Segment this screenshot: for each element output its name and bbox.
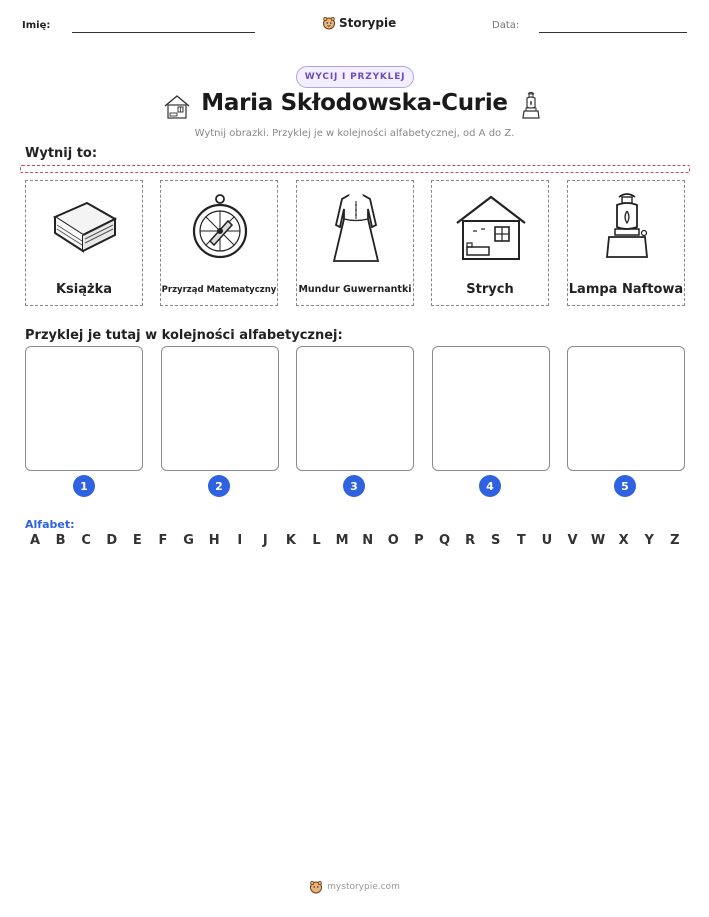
alphabet-letter: X — [618, 533, 629, 548]
date-line[interactable] — [539, 32, 687, 33]
alphabet-letter: V — [567, 533, 578, 548]
cut-card[interactable] — [567, 180, 685, 306]
alphabet-letter: M — [335, 533, 349, 548]
cut-card[interactable] — [296, 180, 414, 306]
name-line[interactable] — [72, 32, 255, 33]
alphabet-letter: B — [55, 533, 66, 548]
oil-lamp-icon — [518, 90, 544, 122]
worksheet-header — [22, 16, 687, 36]
brand — [322, 16, 396, 30]
paste-slot[interactable] — [567, 346, 685, 471]
dress-icon — [316, 189, 396, 269]
card-label: Lampa Naftowa — [568, 282, 684, 297]
slot-number: 1 — [73, 475, 95, 497]
cut-cards — [25, 180, 685, 306]
card-label: Książka — [55, 282, 113, 297]
alphabet-letter: C — [81, 533, 91, 548]
paste-slots — [25, 346, 685, 498]
paste-slot[interactable] — [432, 346, 550, 471]
card-label: Mundur Guwernantki — [298, 284, 412, 295]
alphabet-letter: L — [312, 533, 321, 548]
cut-card[interactable] — [431, 180, 549, 306]
title-row — [0, 90, 709, 124]
alphabet-letter: N — [362, 533, 374, 548]
alphabet-letter: Y — [644, 533, 654, 548]
card-label: Strych — [466, 282, 514, 297]
activity-badge: WYCIJ I PRZYKLEJ — [296, 66, 414, 88]
paste-slot[interactable] — [296, 346, 414, 471]
alphabet-letter: W — [590, 533, 606, 548]
cut-heading: Wytnij to: — [25, 146, 98, 161]
slot-number: 3 — [343, 475, 365, 497]
paste-heading: Przyklej je tutaj w kolejności alfabetycznej: — [25, 328, 343, 343]
card-label: Przyrząd Matematyczny — [161, 285, 277, 295]
alphabet-letter: Q — [438, 533, 451, 548]
slot-number: 5 — [614, 475, 636, 497]
storypie-logo-icon — [322, 16, 336, 30]
book-icon — [45, 189, 125, 269]
attic-house-icon — [451, 189, 531, 269]
alphabet-letter: P — [414, 533, 424, 548]
cut-card[interactable] — [25, 180, 143, 306]
brand-name: Storypie — [339, 16, 397, 30]
cut-line — [20, 165, 690, 173]
name-label: Imię: — [22, 20, 51, 31]
cut-card[interactable] — [160, 180, 278, 306]
alphabet-letter: F — [158, 533, 168, 548]
alphabet-letter: J — [262, 533, 268, 548]
oil-lamp-icon — [587, 189, 667, 269]
page-title: Maria Skłodowska-Curie — [201, 90, 508, 116]
alphabet-heading: Alfabet: — [25, 518, 75, 531]
alphabet-letter: S — [491, 533, 501, 548]
alphabet-letter: D — [106, 533, 118, 548]
storypie-logo-icon — [309, 880, 323, 894]
alphabet-letter: O — [387, 533, 399, 548]
instructions: Wytnij obrazki. Przyklej je w kolejności alfabetycznej, od A do Z. — [194, 128, 515, 139]
alphabet-letter: U — [541, 533, 553, 548]
footer-url: mystorypie.com — [327, 882, 400, 892]
alphabet-letter: R — [465, 533, 476, 548]
paste-slot[interactable] — [25, 346, 143, 471]
alphabet-letter: G — [183, 533, 194, 548]
alphabet-row — [25, 533, 685, 551]
alphabet-letter: H — [208, 533, 220, 548]
alphabet-letter: K — [285, 533, 296, 548]
alphabet-letter: A — [29, 533, 41, 548]
date-label: Data: — [492, 20, 520, 31]
slot-number: 2 — [208, 475, 230, 497]
alphabet-letter: I — [237, 533, 243, 548]
slot-number: 4 — [479, 475, 501, 497]
compass-instrument-icon — [180, 189, 260, 269]
alphabet-letter: Z — [670, 533, 680, 548]
footer — [0, 880, 709, 894]
alphabet-letter: E — [132, 533, 142, 548]
paste-slot[interactable] — [161, 346, 279, 471]
alphabet-letter: T — [516, 533, 526, 548]
